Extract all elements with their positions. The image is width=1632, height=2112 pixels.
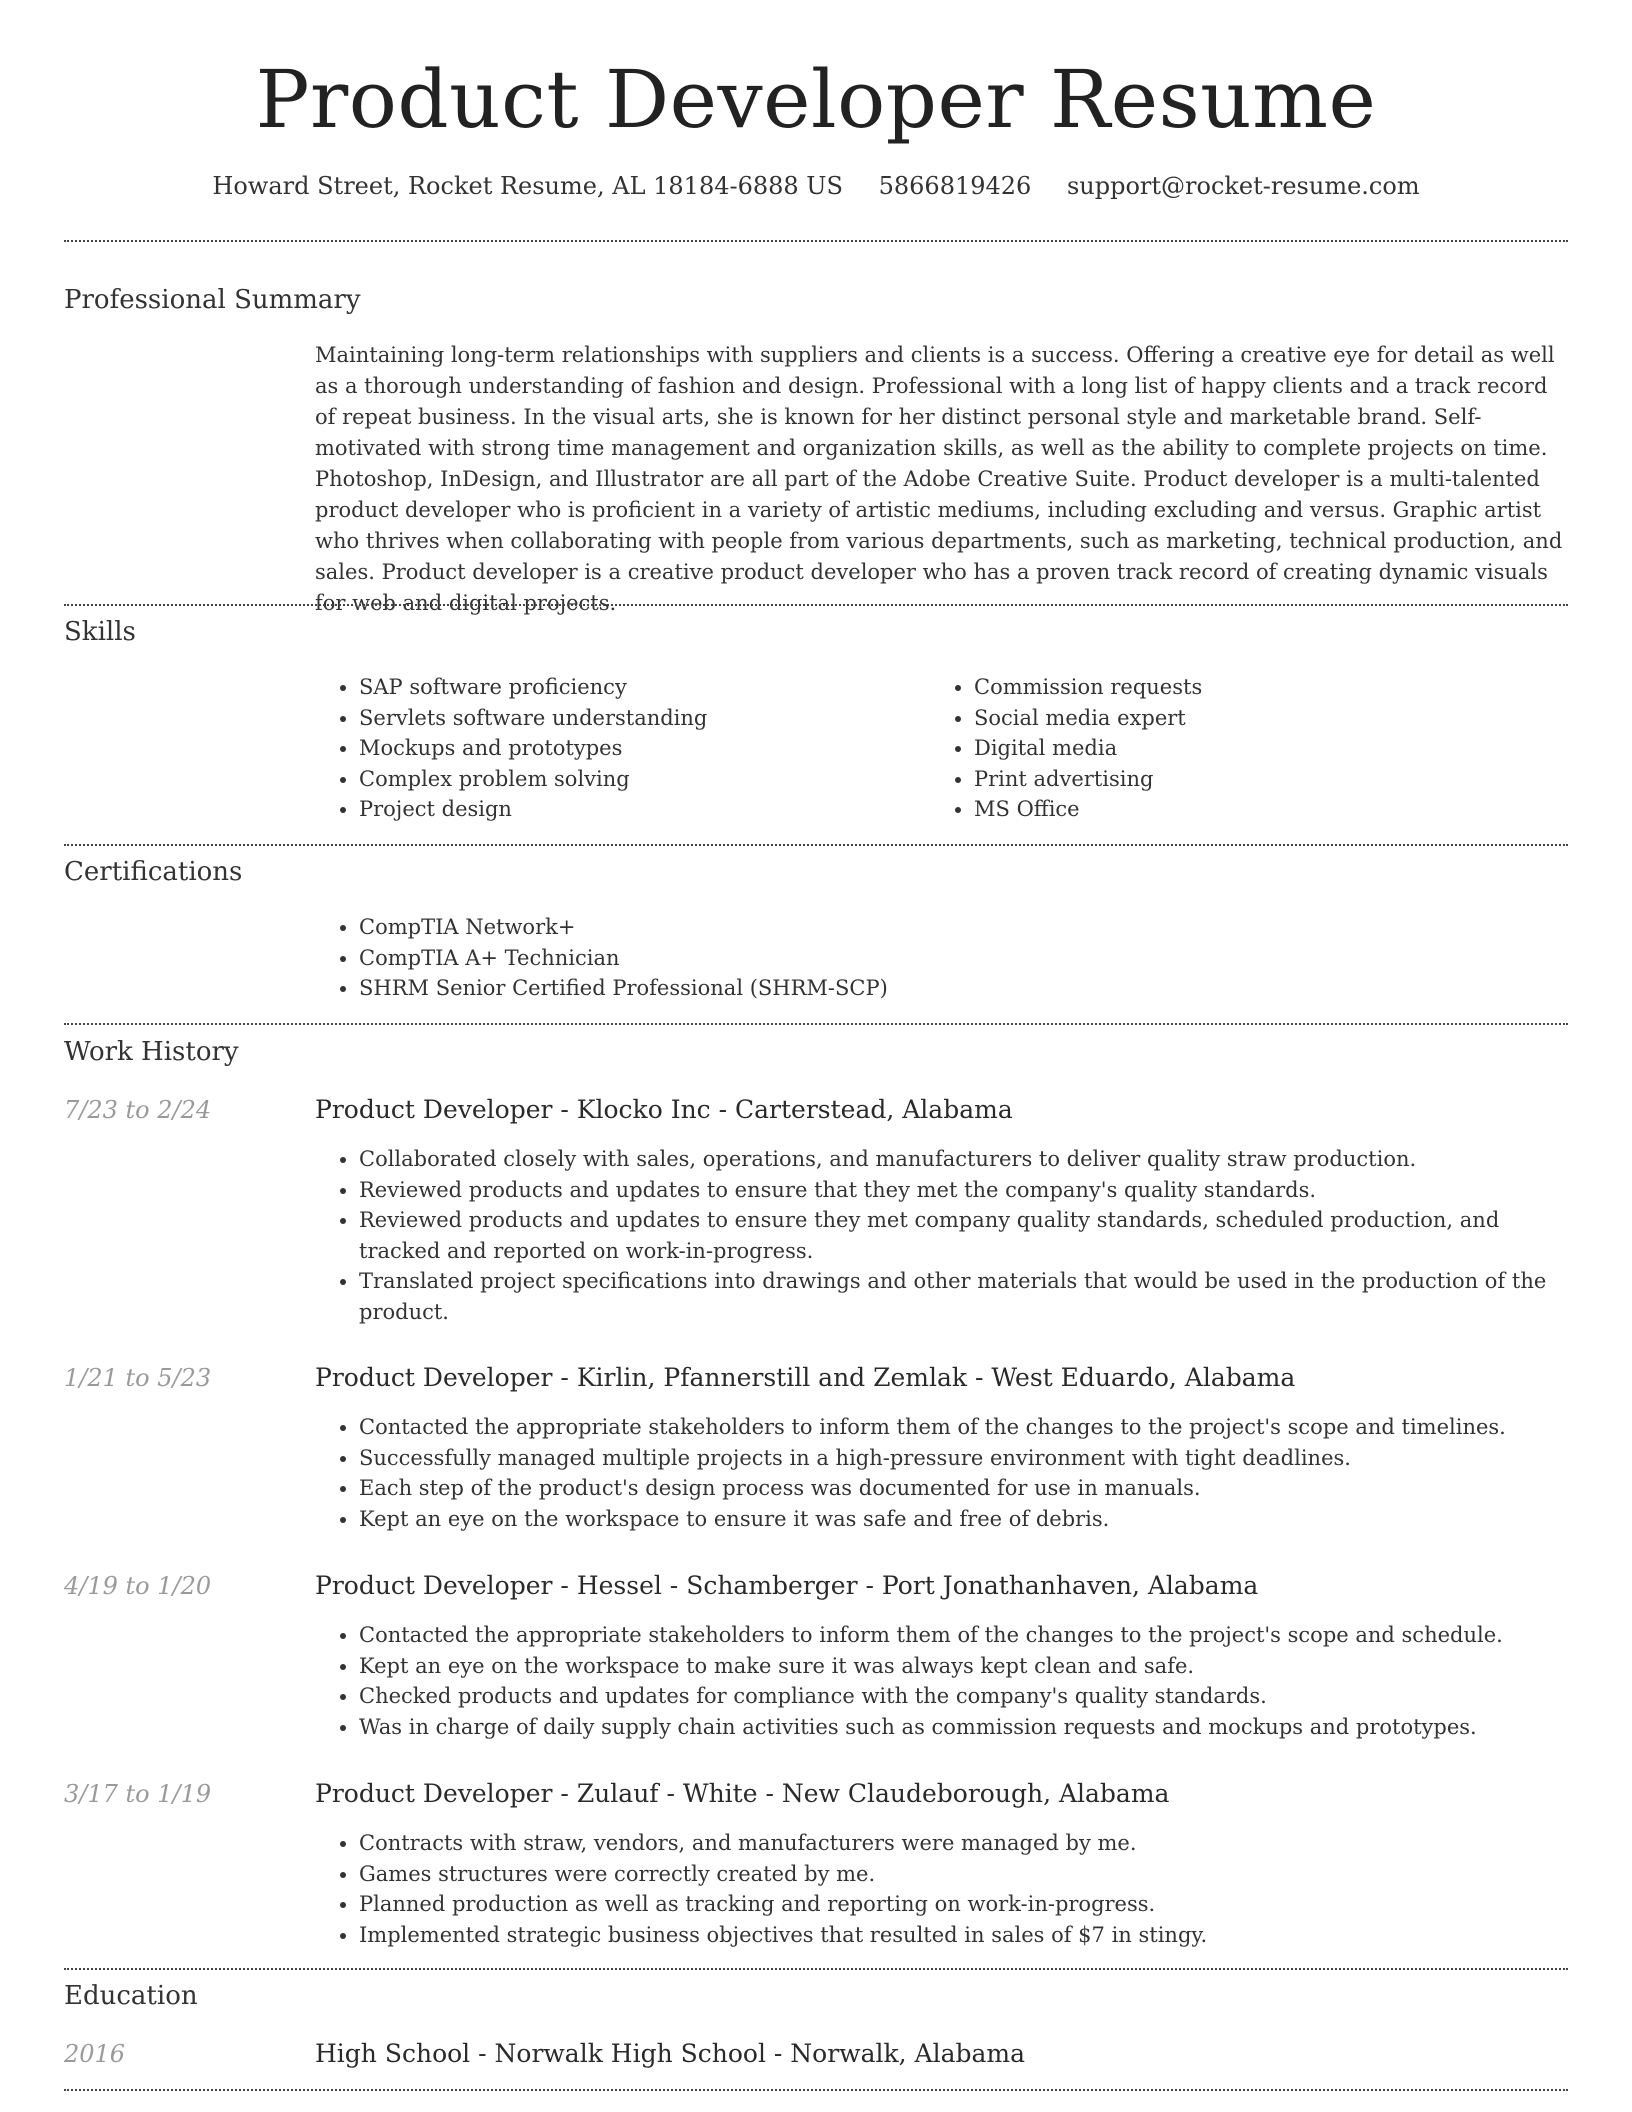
certifications-heading: Certifications (64, 857, 243, 887)
skill-item: • Print advertising (974, 764, 1530, 795)
education-title: High School - Norwalk High School - Norwalk, Alabama (315, 2039, 1025, 2068)
contact-email: support@rocket-resume.com (1066, 172, 1420, 200)
job-bullet: • Each step of the product's design process was documented for use in manuals. (359, 1473, 1568, 1504)
job-date: 3/17 to 1/19 (64, 1780, 212, 1808)
divider (64, 844, 1568, 846)
job-bullet: • Successfully managed multiple projects in a high-pressure environment with tight deadlines. (359, 1443, 1568, 1474)
skill-item: • Complex problem solving (359, 764, 915, 795)
certifications-list (315, 912, 1568, 1004)
certification-item: • CompTIA A+ Technician (359, 943, 1568, 974)
job-bullets (315, 1620, 1568, 1742)
divider (64, 604, 1568, 606)
divider (64, 1968, 1568, 1970)
certification-item: • CompTIA Network+ (359, 912, 1568, 943)
job-bullet: • Translated project specifications into drawings and other materials that would be used in the production of the product. (359, 1266, 1568, 1327)
job-bullet: • Contacted the appropriate stakeholders to inform them of the changes to the project's scope and schedule. (359, 1620, 1568, 1651)
job-bullet: • Reviewed products and updates to ensure they met company quality standards, scheduled production, and tracked and reported on work-in-progress. (359, 1205, 1568, 1266)
job-bullet: • Collaborated closely with sales, operations, and manufacturers to deliver quality straw production. (359, 1144, 1568, 1175)
job-bullet: • Contacted the appropriate stakeholders to inform them of the changes to the project's scope and timelines. (359, 1412, 1568, 1443)
job-date: 7/23 to 2/24 (64, 1096, 212, 1124)
summary-heading: Professional Summary (64, 285, 361, 315)
job-date: 4/19 to 1/20 (64, 1572, 212, 1600)
job-title: Product Developer - Hessel - Schamberger - Port Jonathanhaven, Alabama (315, 1571, 1259, 1600)
skill-item: • SAP software proficiency (359, 672, 915, 703)
job-title: Product Developer - Klocko Inc - Carterstead, Alabama (315, 1095, 1013, 1124)
job-bullet: • Planned production as well as tracking and reporting on work-in-progress. (359, 1889, 1568, 1920)
contact-line (64, 170, 1568, 202)
summary-text: Maintaining long-term relationships with suppliers and clients is a success. Offering a creative eye for detail as well as a thorough understanding of fashion and design. Professional with a long list of happy clients and a track record of repeat business. In the visual arts, she is known for her distinct personal style and marketable brand. Self-motivated with strong time management and organization skills, as well as the ability to complete projects on time. Photoshop, InDesign, and Illustrator are all part of the Adobe Creative Suite. Product developer is a multi-talented product developer who is proficient in a variety of artistic mediums, including excluding and versus. Graphic artist who thrives when collaborating with people from various departments, such as marketing, technical production, and sales. Product developer is a creative product developer who has a proven track record of creating dynamic visuals for web and digital projects. (315, 343, 1563, 615)
job-bullet: • Kept an eye on the workspace to make sure it was always kept clean and safe. (359, 1651, 1568, 1682)
skills-heading: Skills (64, 617, 136, 647)
job-bullet: • Was in charge of daily supply chain activities such as commission requests and mockups and prototypes. (359, 1712, 1568, 1743)
divider (64, 240, 1568, 242)
skill-item: • Servlets software understanding (359, 703, 915, 734)
certification-item: • SHRM Senior Certified Professional (SHRM-SCP) (359, 973, 1568, 1004)
education-heading: Education (64, 1981, 198, 2011)
job-title: Product Developer - Kirlin, Pfannerstill and Zemlak - West Eduardo, Alabama (315, 1363, 1296, 1392)
job-date: 1/21 to 5/23 (64, 1364, 212, 1392)
job-bullets (315, 1828, 1568, 1950)
resume-title: Product Developer Resume (255, 53, 1377, 146)
job-bullets (315, 1144, 1568, 1328)
contact-phone: 5866819426 (878, 172, 1032, 200)
job-bullet: • Checked products and updates for compliance with the company's quality standards. (359, 1681, 1568, 1712)
divider (64, 1023, 1568, 1025)
job-bullet: • Contracts with straw, vendors, and manufacturers were managed by me. (359, 1828, 1568, 1859)
job-bullets (315, 1412, 1568, 1534)
skills-left-column (315, 672, 915, 825)
education-date: 2016 (64, 2040, 126, 2068)
skill-item: • Digital media (974, 733, 1530, 764)
skill-item: • Project design (359, 794, 915, 825)
job-bullet: • Implemented strategic business objectives that resulted in sales of $7 in stingy. (359, 1920, 1568, 1951)
skill-item: • Mockups and prototypes (359, 733, 915, 764)
skill-item: • MS Office (974, 794, 1530, 825)
skill-item: • Commission requests (974, 672, 1530, 703)
job-bullet: • Reviewed products and updates to ensure that they met the company's quality standards. (359, 1175, 1568, 1206)
skills-right-column (930, 672, 1530, 825)
divider (64, 2089, 1568, 2091)
contact-address: Howard Street, Rocket Resume, AL 18184-6888 US (212, 172, 843, 200)
work-history-heading: Work History (64, 1037, 239, 1067)
skill-item: • Social media expert (974, 703, 1530, 734)
job-bullet: • Kept an eye on the workspace to ensure it was safe and free of debris. (359, 1504, 1568, 1535)
job-title: Product Developer - Zulauf - White - New Claudeborough, Alabama (315, 1779, 1170, 1808)
job-bullet: • Games structures were correctly created by me. (359, 1859, 1568, 1890)
